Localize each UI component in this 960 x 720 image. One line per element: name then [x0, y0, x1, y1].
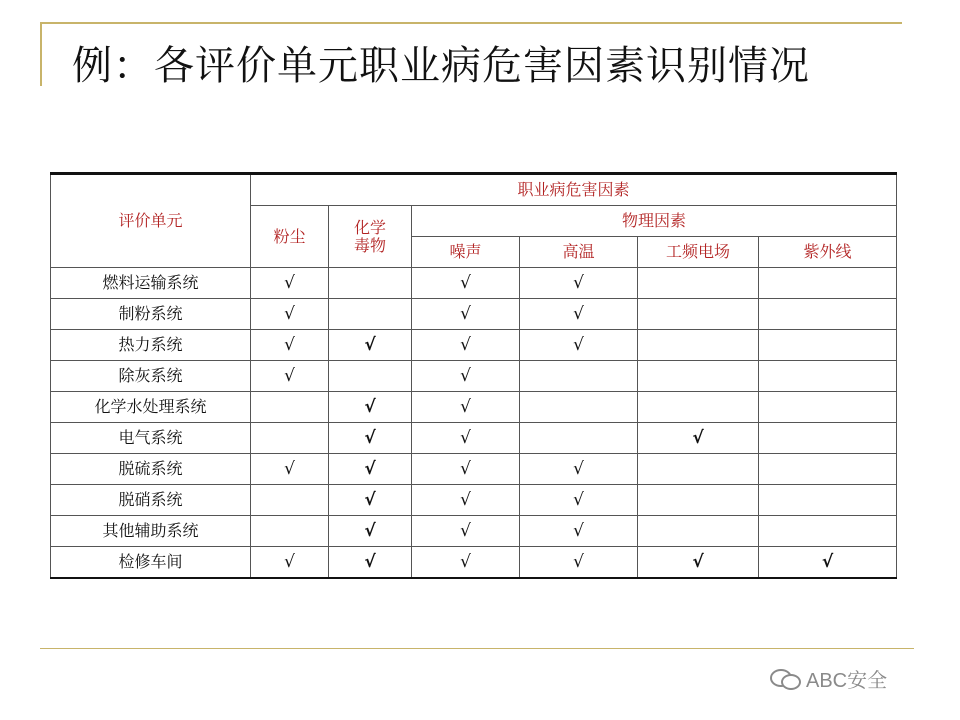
check-cell: [520, 299, 638, 330]
header-chem: [329, 206, 412, 268]
table-row: [51, 423, 897, 454]
unit-cell: 热力系统: [51, 330, 251, 361]
check-cell: [329, 392, 412, 423]
check-mark: √: [364, 334, 376, 355]
slide-title: 例：各评价单元职业病危害因素识别情况: [72, 43, 810, 89]
header-emf: 工频电场: [638, 237, 759, 268]
check-cell: [638, 392, 759, 423]
check-cell: [520, 330, 638, 361]
check-cell: [520, 392, 638, 423]
frame-top-rule: [40, 22, 902, 24]
check-mark: √: [284, 551, 295, 572]
check-mark: √: [573, 272, 584, 293]
check-cell: [759, 547, 897, 579]
check-cell: [329, 485, 412, 516]
bottom-rule: [40, 648, 914, 649]
check-mark: √: [364, 427, 376, 448]
check-cell: [759, 485, 897, 516]
check-mark: √: [573, 489, 584, 510]
unit-cell: 燃料运输系统: [51, 268, 251, 299]
check-cell: [759, 268, 897, 299]
check-mark: √: [692, 551, 704, 572]
check-mark: √: [284, 272, 295, 293]
table-row: [51, 299, 897, 330]
check-cell: [520, 516, 638, 547]
check-cell: [251, 392, 329, 423]
check-cell: [520, 423, 638, 454]
check-mark: √: [364, 489, 376, 510]
table-row: [51, 454, 897, 485]
check-cell: [520, 454, 638, 485]
check-cell: [329, 454, 412, 485]
check-cell: [251, 516, 329, 547]
check-cell: [329, 330, 412, 361]
check-cell: [759, 361, 897, 392]
check-cell: [759, 299, 897, 330]
check-mark: √: [460, 334, 471, 355]
check-cell: [759, 330, 897, 361]
check-mark: √: [573, 303, 584, 324]
unit-cell: 电气系统: [51, 423, 251, 454]
table-row: [51, 392, 897, 423]
check-cell: [638, 268, 759, 299]
check-mark: √: [460, 489, 471, 510]
unit-cell: 脱硫系统: [51, 454, 251, 485]
check-cell: [638, 423, 759, 454]
header-group: 职业病危害因素: [251, 174, 897, 206]
check-cell: [412, 392, 520, 423]
check-mark: √: [460, 396, 471, 417]
check-cell: [759, 392, 897, 423]
check-cell: [251, 547, 329, 579]
frame-left-rule: [40, 22, 42, 86]
watermark: [770, 664, 940, 692]
check-cell: [759, 516, 897, 547]
check-cell: [638, 485, 759, 516]
check-cell: [412, 423, 520, 454]
check-mark: √: [692, 427, 704, 448]
check-cell: [412, 454, 520, 485]
check-mark: √: [573, 520, 584, 541]
check-mark: √: [460, 272, 471, 293]
check-cell: [412, 361, 520, 392]
check-mark: √: [573, 458, 584, 479]
unit-cell: 脱硝系统: [51, 485, 251, 516]
check-cell: [638, 547, 759, 579]
check-mark: √: [821, 551, 834, 572]
check-cell: [412, 299, 520, 330]
check-cell: [520, 268, 638, 299]
check-cell: [412, 547, 520, 579]
hazard-table: [50, 172, 897, 579]
check-cell: [520, 361, 638, 392]
header-dust: 粉尘: [251, 206, 329, 268]
check-cell: [251, 361, 329, 392]
check-cell: [329, 361, 412, 392]
table-row: [51, 268, 897, 299]
check-mark: √: [364, 520, 376, 541]
header-heat: 高温: [520, 237, 638, 268]
check-cell: [759, 454, 897, 485]
check-cell: [329, 268, 412, 299]
check-mark: √: [364, 396, 376, 417]
check-cell: [329, 299, 412, 330]
unit-cell: 化学水处理系统: [51, 392, 251, 423]
table-body: [51, 268, 897, 579]
check-cell: [520, 547, 638, 579]
wechat-icon: [770, 667, 800, 689]
check-mark: √: [284, 334, 295, 355]
check-mark: √: [460, 458, 471, 479]
check-cell: [638, 330, 759, 361]
header-unit: 评价单元: [51, 174, 251, 268]
check-cell: [520, 485, 638, 516]
check-mark: √: [573, 551, 584, 572]
check-mark: √: [460, 303, 471, 324]
check-cell: [251, 454, 329, 485]
check-cell: [412, 330, 520, 361]
table-row: [51, 361, 897, 392]
check-cell: [251, 299, 329, 330]
table-row: [51, 330, 897, 361]
watermark-text: ABC安全: [806, 669, 888, 692]
check-cell: [638, 299, 759, 330]
check-cell: [251, 485, 329, 516]
header-chem-text: 化学毒物: [353, 217, 386, 255]
header-noise: 噪声: [412, 237, 520, 268]
check-cell: [251, 268, 329, 299]
check-cell: [412, 268, 520, 299]
unit-cell: 制粉系统: [51, 299, 251, 330]
check-mark: √: [364, 551, 376, 572]
check-mark: √: [284, 458, 295, 479]
check-mark: √: [284, 365, 295, 386]
check-cell: [329, 547, 412, 579]
header-physical: 物理因素: [412, 206, 897, 237]
header-uv: 紫外线: [759, 237, 897, 268]
table-row: [51, 485, 897, 516]
check-cell: [329, 423, 412, 454]
check-mark: √: [573, 334, 584, 355]
unit-cell: 检修车间: [51, 547, 251, 579]
check-cell: [412, 485, 520, 516]
check-mark: √: [460, 551, 471, 572]
check-cell: [329, 516, 412, 547]
table-row: [51, 516, 897, 547]
check-cell: [638, 361, 759, 392]
table-row: [51, 547, 897, 579]
unit-cell: 其他辅助系统: [51, 516, 251, 547]
check-mark: √: [460, 520, 471, 541]
check-cell: [251, 423, 329, 454]
check-cell: [412, 516, 520, 547]
check-cell: [251, 330, 329, 361]
unit-cell: 除灰系统: [51, 361, 251, 392]
check-mark: √: [460, 427, 471, 448]
check-cell: [638, 516, 759, 547]
check-mark: √: [460, 365, 471, 386]
check-cell: [638, 454, 759, 485]
check-mark: √: [284, 303, 295, 324]
check-cell: [759, 423, 897, 454]
check-mark: √: [364, 458, 376, 479]
